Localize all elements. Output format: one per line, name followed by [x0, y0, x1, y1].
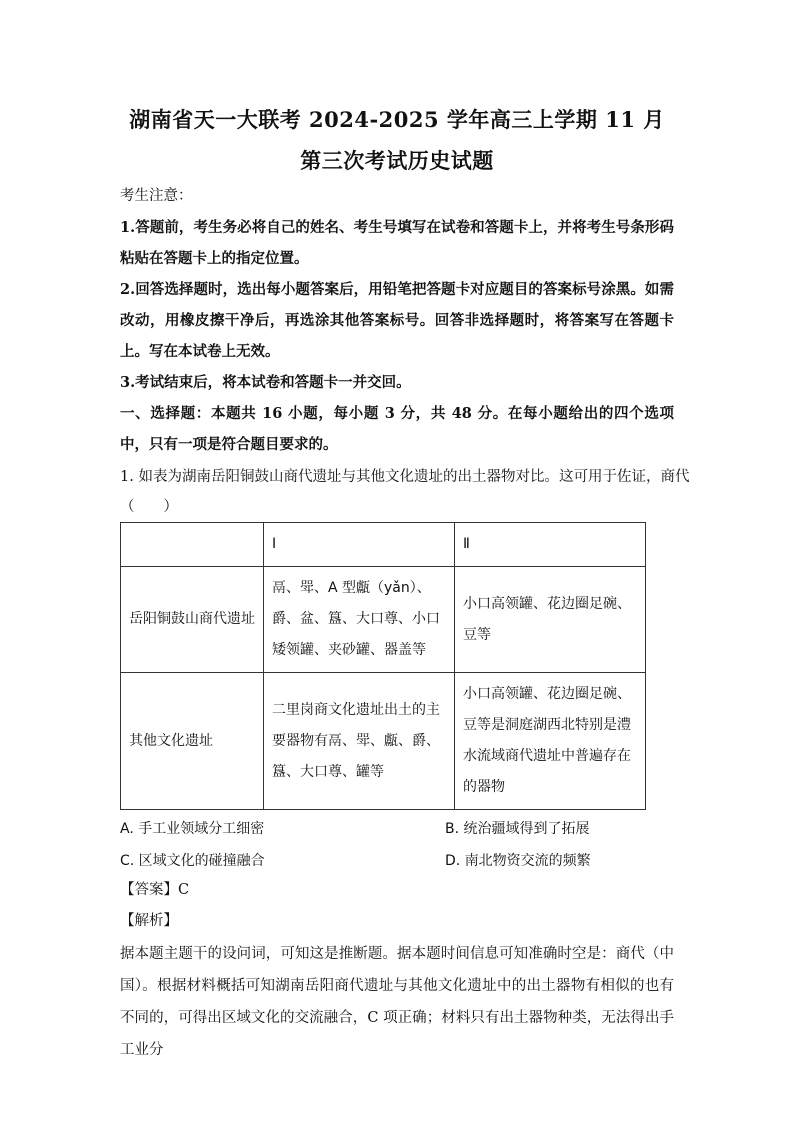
- comparison-table: [120, 522, 646, 810]
- table-row: [121, 567, 646, 673]
- table-row: [121, 673, 646, 810]
- option-b: B. 统治疆域得到了拓展: [445, 821, 590, 837]
- option-a: A. 手工业领域分工细密: [120, 821, 265, 837]
- exam-title-line2: 第三次考试历史试题: [300, 148, 494, 173]
- section-heading: 一、选择题：本题共 16 小题，每小题 3 分，共 48 分。在每小题给出的四个选项中，只有一项是符合题目要求的。: [120, 405, 674, 453]
- table-cell: 小口高领罐、花边圈足碗、豆等: [455, 567, 646, 673]
- table-header-cell-empty: [121, 523, 264, 567]
- option-d: D. 南北物资交流的频繁: [445, 853, 591, 869]
- table-header-row: [121, 523, 646, 567]
- notice-item-1: 1.答题前，考生务必将自己的姓名、考生号填写在试卷和答题卡上，并将考生号条形码粘贴在答题卡上的指定位置。: [120, 219, 674, 267]
- exam-title-line1: 湖南省天一大联考 2024-2025 学年高三上学期 11 月: [129, 107, 665, 132]
- notice-item-3: 3.考试结束后，将本试卷和答题卡一并交回。: [120, 374, 411, 391]
- answer-label: 【答案】C: [120, 882, 190, 898]
- table-header-cell-2: Ⅱ: [455, 523, 646, 567]
- question-1-blank: （ ）: [120, 499, 178, 515]
- notice-heading: 考生注意：: [120, 188, 193, 204]
- table-cell: 二里岗商文化遗址出土的主要器物有鬲、斝、甗、爵、簋、大口尊、罐等: [264, 673, 455, 810]
- table-header-cell-1: Ⅰ: [264, 523, 455, 567]
- table-row-label: 其他文化遗址: [121, 673, 264, 810]
- analysis-text: 据本题主题干的设问词，可知这是推断题。据本题时间信息可知准确时空是：商代（中国）。根据材料概括可知湖南岳阳商代遗址与其他文化遗址中的出土器物有相似的也有不同的，可得出区域文化的交流融合，C 项正确；材料只有出土器物种类，无法得出手工业分: [120, 946, 674, 1058]
- analysis-label: 【解析】: [120, 913, 178, 929]
- notice-item-2: 2.回答选择题时，选出每小题答案后，用铅笔把答题卡对应题目的答案标号涂黑。如需改动，用橡皮擦干净后，再选涂其他答案标号。回答非选择题时，将答案写在答题卡上。写在本试卷上无效。: [120, 281, 674, 360]
- table-row-label: 岳阳铜鼓山商代遗址: [121, 567, 264, 673]
- table-cell: 小口高领罐、花边圈足碗、豆等是洞庭湖西北特别是澧水流域商代遗址中普遍存在的器物: [455, 673, 646, 810]
- question-1-stem: 1. 如表为湖南岳阳铜鼓山商代遗址与其他文化遗址的出土器物对比。这可用于佐证，商代: [120, 469, 690, 485]
- table-cell: 鬲、斝、A 型甗（yǎn）、爵、盆、簋、大口尊、小口矮领罐、夹砂罐、器盖等: [264, 567, 455, 673]
- option-c: C. 区域文化的碰撞融合: [120, 853, 265, 869]
